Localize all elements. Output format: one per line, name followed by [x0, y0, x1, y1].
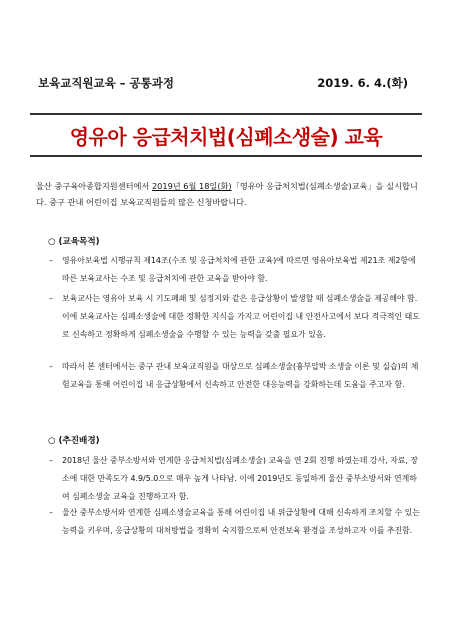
list-item-text: 2018년 울산 중부소방서와 연계한 응급처치법(심폐소생술) 교육을 연 2회 진행 하였는데 강사, 자료, 장소에 대한 만족도가 4.9/5.0으로 매우 높게 나타남. 이에 2019년도 동일하게 울산 중부소방서와 연계하여 심폐소생술 교육을 진행하고자 함. — [62, 456, 419, 501]
page-title: 영유아 응급처치법(심폐소생술) 교육 — [69, 125, 383, 149]
title-box — [30, 113, 422, 157]
bullet-dash: – — [49, 294, 53, 303]
list-item-text: 보육교사는 영유아 보육 시 기도폐쇄 및 심정지와 같은 응급상황이 발생할 때 심폐소생술을 제공해야 함. 이에 보육교사는 심폐소생술에 대한 정확한 지식을 가지고 어린이집 내 안전사고에서 보다 적극적인 태도로 신속하고 정확하게 심폐소생술을 수행할 수 있는 능력을 갖출 필요가 있음. — [62, 294, 420, 339]
list-item — [49, 504, 424, 540]
intro-paragraph — [36, 178, 421, 210]
header-course: 보육교직원교육 – 공통과정 — [38, 76, 174, 90]
list-item — [49, 452, 424, 506]
list-item — [49, 358, 424, 394]
list-item-text: 영유아보육법 시행규칙 제14조(수조 및 응급처치에 관한 교육)에 따르면 영유아보육법 제21조 제2항에 따른 보육교사는 수조 및 응급처치에 관한 교육을 받아야 함. — [62, 256, 416, 283]
intro-text-1: 울산 중구육아종합지원센터에서 — [36, 181, 152, 191]
list-item-text: 따라서 본 센터에서는 중구 관내 보육교직원을 대상으로 심폐소생술(흉부압박 소생술 이론 및 실습)의 체험교육을 통해 어린이집 내 응급상황에서 신속하고 안전한 대응능력을 강화하는데 도움을 주고자 함. — [62, 362, 419, 389]
list-item — [49, 290, 424, 344]
bullet-dash: – — [49, 456, 53, 465]
bullet-dash: – — [49, 508, 53, 517]
intro-date: 2019년 6월 18일(화) — [151, 181, 232, 191]
header-date: 2019. 6. 4.(화) — [317, 76, 408, 90]
bullet-dash: – — [49, 256, 53, 265]
list-item — [49, 252, 424, 288]
section-heading-purpose: ○ (교육목적) — [48, 237, 100, 247]
section-heading-background: ○ (추진배경) — [48, 436, 100, 446]
bullet-dash: – — [49, 362, 53, 371]
list-item-text: 울산 중부소방서와 연계한 심폐소생술교육을 통해 어린이집 내 위급상황에 대해 신속하게 조치할 수 있는 능력을 키우며, 응급상황의 대처방법을 정확히 숙지함으로써 안전보육 환경을 조성하고자 이를 추진함. — [62, 508, 420, 535]
intro-text-2: 「영유아 응급처치법(심폐소생술)교육」을 실시합니다. 중구 관내 어린이집 보육교직원들의 많은 신청바랍니다. — [36, 181, 418, 207]
